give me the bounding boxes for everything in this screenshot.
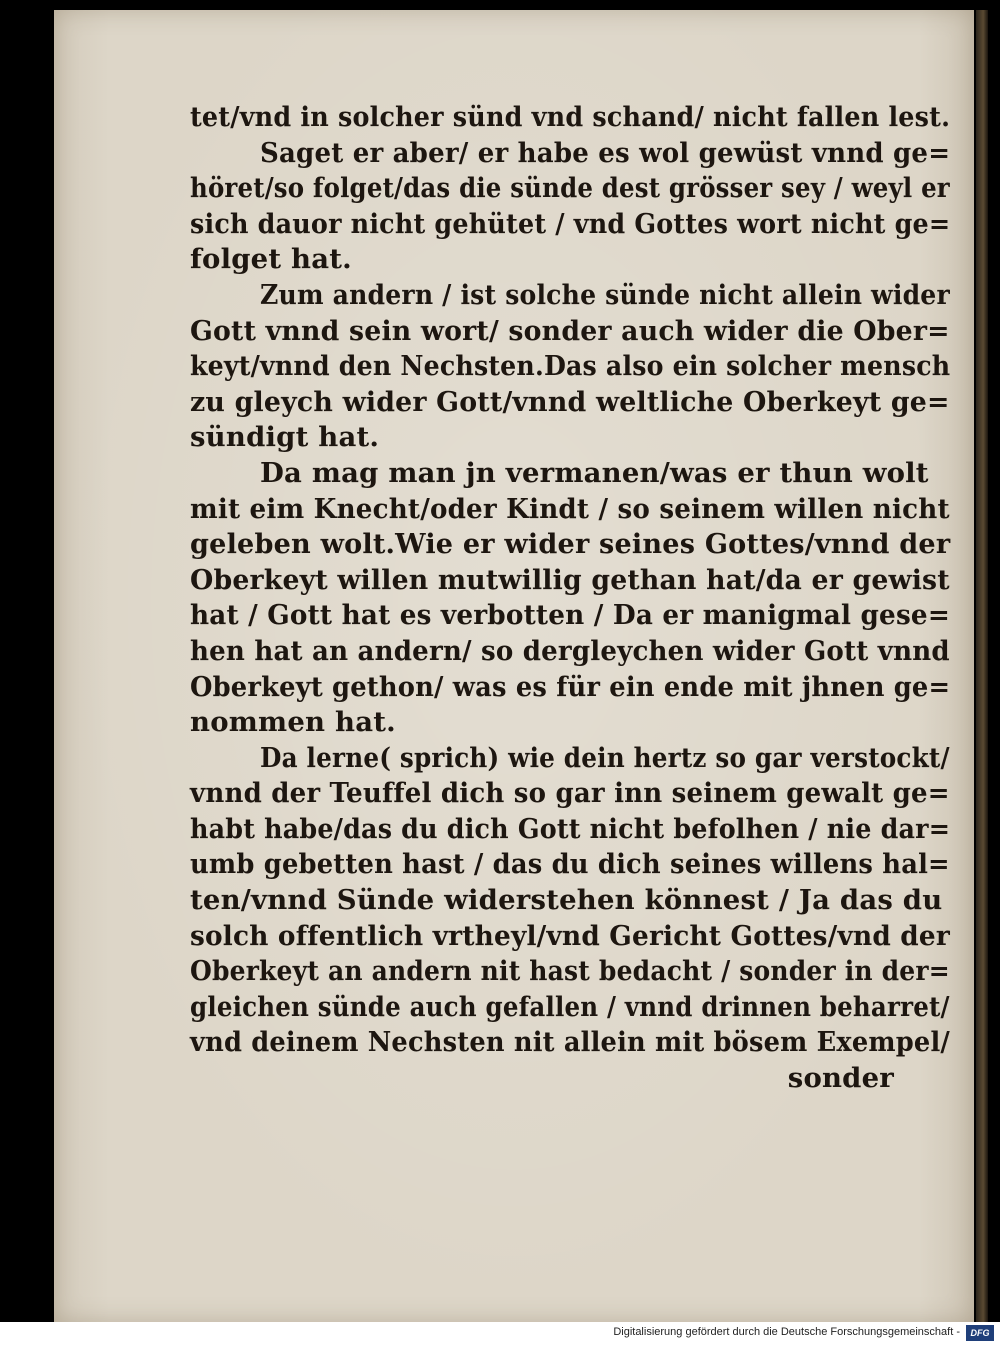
text-line: Da lerne( sprich) wie dein hertz so gar verstockt/: [260, 741, 950, 774]
catchword: sonder: [787, 1062, 894, 1095]
text-line: Da mag man jn vermanen/was er thun wolt: [260, 456, 929, 489]
text-line: sündigt hat.: [190, 421, 380, 454]
text-line: zu gleych wider Gott/vnnd weltliche Oberkeyt ge=: [190, 385, 950, 418]
text-line: höret/so folget/das die sünde dest grösser sey / weyl er: [190, 172, 950, 205]
text-line: keyt/vnnd den Nechsten.Das also ein solcher mensch: [190, 350, 951, 383]
text-line: vnd deinem Nechsten nit allein mit bösem Exempel/: [190, 1026, 950, 1059]
book-gutter: [976, 10, 988, 1322]
footer-bar: [0, 1322, 1000, 1345]
text-line: folget hat.: [190, 243, 352, 276]
text-line: Saget er aber/ er habe es wol gewüst vnnd ge=: [260, 136, 951, 169]
page-text: [190, 100, 950, 1097]
text-line: Zum andern / ist solche sünde nicht allein wider: [260, 278, 950, 311]
text-line: sich dauor nicht gehütet / vnd Gottes wort nicht ge=: [190, 207, 951, 240]
text-line: gleichen sünde auch gefallen / vnnd drinnen beharret/: [190, 990, 950, 1023]
text-line: ten/vnnd Sünde widerstehen könnest / Ja das du: [190, 884, 943, 917]
text-line: solch offentlich vrtheyl/vnd Gericht Gottes/vnd der: [190, 919, 950, 952]
dfg-logo-icon: DFG: [966, 1325, 994, 1341]
text-line: habt habe/das du dich Gott nicht befolhen / nie dar=: [190, 812, 951, 845]
text-line: vnnd der Teuffel dich so gar inn seinem gewalt ge=: [190, 777, 950, 810]
text-line: Oberkeyt gethon/ was es für ein ende mit jhnen ge=: [190, 670, 951, 703]
text-line: umb gebetten hast / das du dich seines willens hal=: [190, 848, 950, 881]
text-line: Gott vnnd sein wort/ sonder auch wider die Ober=: [190, 314, 950, 347]
text-line: hat / Gott hat es verbotten / Da er manigmal gese=: [190, 599, 951, 632]
text-line: Oberkeyt willen mutwillig gethan hat/da er gewist: [190, 563, 950, 596]
text-line: Oberkeyt an andern nit hast bedacht / sonder in der=: [190, 955, 950, 988]
text-line: mit eim Knecht/oder Kindt / so seinem willen nicht: [190, 492, 950, 525]
text-line: geleben wolt.Wie er wider seines Gottes/vnnd der: [190, 528, 951, 561]
funding-credit: Digitalisierung gefördert durch die Deutsche Forschungsgemeinschaft -: [613, 1326, 960, 1338]
text-line: hen hat an andern/ so dergleychen wider Gott vnnd: [190, 634, 950, 667]
text-line: tet/vnd in solcher sünd vnd schand/ nicht fallen lest.: [190, 101, 951, 133]
text-line: nommen hat.: [190, 706, 396, 739]
